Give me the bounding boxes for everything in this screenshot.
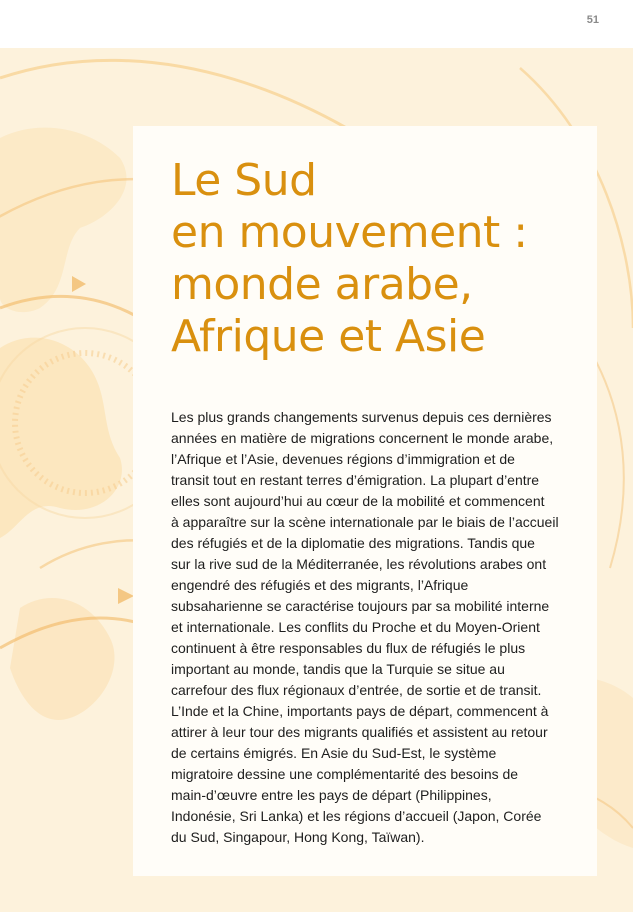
paragraph-line: du Sud, Singapour, Hong Kong, Taïwan). — [171, 829, 425, 845]
paragraph-line: migratoire dessine une complémentarité des besoins de — [171, 766, 519, 782]
arrow-head-icon — [118, 588, 134, 604]
intro-paragraph — [171, 407, 586, 848]
paragraph-line: de certains émigrés. En Asie du Sud-Est, le système — [171, 745, 497, 761]
paragraph-line: Indonésie, Sri Lanka) et les régions d’accueil (Japon, Corée — [171, 808, 542, 824]
page-number: 51 — [586, 14, 599, 26]
paragraph-line: attirer à leur tour des migrants qualifiés et assistent au retour — [171, 724, 548, 740]
paragraph-line: à apparaître sur la scène internationale par le biais de l’accueil — [171, 514, 559, 530]
paragraph-line: important au monde, tandis que la Turquie se situe au — [171, 661, 505, 677]
paragraph-line: Les plus grands changements survenus depuis ces dernières — [171, 409, 552, 425]
paragraph-line: transit tout en restant terres d’émigration. La plupart d’entre — [171, 472, 540, 488]
chapter-title-line: en mouvement : — [171, 207, 528, 258]
top-margin — [0, 0, 633, 48]
paragraph-line: continuent à être responsables du flux de réfugiés le plus — [171, 640, 526, 656]
paragraph-line: main-d’œuvre entre les pays de départ (Philippines, — [171, 787, 492, 803]
paragraph-line: et internationale. Les conflits du Proche et du Moyen-Orient — [171, 619, 540, 635]
paragraph-line: des réfugiés et de la diplomatie des migrations. Tandis que — [171, 535, 535, 551]
paragraph-line: elles sont aujourd’hui au cœur de la mobilité et commencent — [171, 493, 545, 509]
paragraph-line: L’Inde et la Chine, importants pays de départ, commencent à — [171, 703, 549, 719]
arrow-head-icon — [72, 276, 86, 292]
continent-shape — [10, 598, 114, 720]
continent-shape — [0, 128, 126, 313]
paragraph-line: sur la rive sud de la Méditerranée, les révolutions arabes ont — [171, 556, 547, 572]
paragraph-line: subsaharienne se caractérise toujours par sa mobilité interne — [171, 598, 550, 614]
paragraph-line: engendré des réfugiés et des migrants, l’Afrique — [171, 577, 469, 593]
chapter-title-line: monde arabe, — [171, 259, 473, 310]
paragraph-line: l’Afrique et l’Asie, devenues régions d’immigration et de — [171, 451, 515, 467]
paragraph-line: carrefour des flux régionaux d’entrée, de sortie et de transit. — [171, 682, 542, 698]
chapter-title-line: Afrique et Asie — [171, 311, 486, 362]
chapter-title-line: Le Sud — [171, 155, 317, 206]
chapter-title — [171, 155, 581, 363]
paragraph-line: années en matière de migrations concernent le monde arabe, — [171, 430, 554, 446]
